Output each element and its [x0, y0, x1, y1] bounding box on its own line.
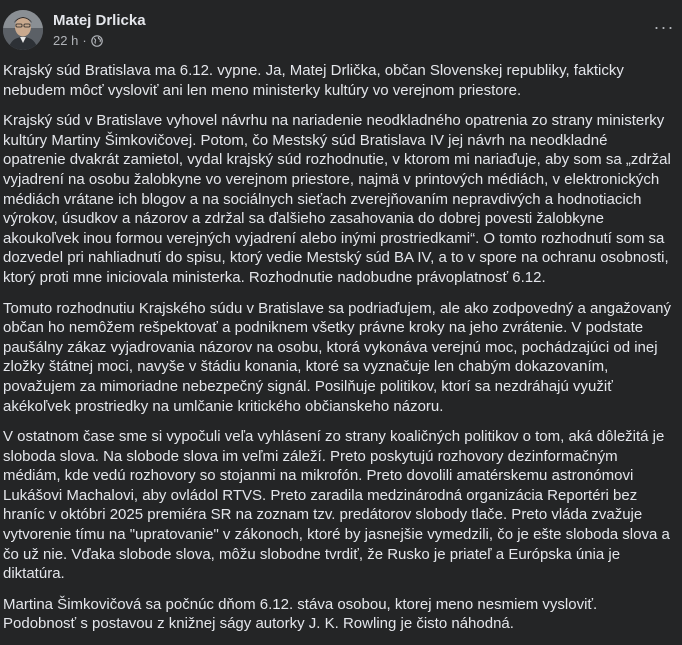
post-paragraph-3: Tomuto rozhodnutiu Krajského súdu v Bratislave sa podriaďujem, ale ako zodpovedný a angažovaný občan ho nemôžem rešpektovať a podniknem všetky právne kroky na jeho zvrátenie. V podstate paušálny zákaz vyjadrovania názorov na osobu, ktorá vykonáva verejnú moc, pochádzajúci od inej zložky štátnej moci, navyše v štádiu konania, ktoré sa vyznačuje len chabým dokazovaním, považujem za mimoriadne nebezpečný signál. Posilňuje politikov, ktorí sa nezdráhajú využiť akékoľvek prostriedky na umlčanie kritického občianskeho názoru.	[3, 299, 671, 415]
avatar-image	[3, 10, 43, 50]
post-meta	[53, 33, 103, 48]
post-paragraph-1: Krajský súd Bratislava ma 6.12. vypne. Ja, Matej Drlička, občan Slovenskej republiky, fakticky nebudem môcť vysloviť ani len meno ministerky kultúry vo verejnom priestore.	[3, 62, 624, 99]
post-paragraph-4: V ostatnom čase sme si vypočuli veľa vyhlásení zo strany koaličných politikov o tom, aká dôležitá je sloboda slova. Na slobode slova im veľmi záleží. Preto poskytujú rozhovory dezinformačným médiám, kde vedú rozhovory so stojanmi na mikrofón. Preto dovolili amatérskemu astronómovi Lukášovi Machalovi, aby ovládol RTVS. Preto zaradila medzinárodná organizácia Reportéri bez hraníc v októbri 2025 premiéra SR na zoznam tzv. predátorov slobody tlače. Preto vláda zvažuje vytvorenie tímu na "upratovanie" v zákonoch, ktoré by jasnejšie vymedzili, čo je ešte sloboda slova a čo už nie. Vďaka slobode slova, môžu slobodne tvrdiť, že Rusko je priateľ a Európska únia je diktatúra.	[3, 428, 670, 583]
post-paragraph-2: Krajský súd v Bratislave vyhovel návrhu na nariadenie neodkladného opatrenia zo strany ministerky kultúry Martiny Šimkovičovej. Potom, čo Mestský súd Bratislava IV jej návrh na neodkladné opatrenie dvakrát zamietol, vydal krajský súd rozhodnutie, v ktorom mi nariaďuje, aby som sa „zdržal vyjadrení na osobu žalobkyne vo verejnom priestore, najmä v printových médiách, v elektronických médiách vrátane ich blogov a na sociálnych sieťach zverejňovaním nepravdivých a hodnotiacich výrokov, úsudkov a názorov a zdržal sa ďalšieho zasahovania do dobrej povesti žalobkyne akoukoľvek inou formou verejných vyjadrení alebo inými prostriedkami“. O tomto rozhodnutí som sa dozvedel pri nahliadnutí do spisu, ktorý vedie Mestský súd BA IV, a to v spore na ochranu osobnosti, ktorý proti mne iniciovala ministerka. Rozhodnutie nadobudne právoplatnosť 6.12.	[3, 112, 671, 286]
post-body	[3, 61, 673, 645]
more-options-icon[interactable]: ···	[653, 16, 675, 37]
post-paragraph-5: Martina Šimkovičová sa počnúc dňom 6.12. stáva osobou, ktorej meno nesmiem vysloviť. Podobnosť s postavou z knižnej ságy autorky J. K. Rowling je čisto náhodná.	[3, 595, 598, 633]
post-header	[0, 0, 682, 58]
avatar[interactable]	[3, 10, 43, 50]
post-timestamp[interactable]: 22 h	[53, 33, 79, 48]
meta-separator: ·	[82, 33, 87, 48]
author-name[interactable]: Matej Drlicka	[53, 12, 146, 29]
globe-icon	[91, 35, 103, 47]
